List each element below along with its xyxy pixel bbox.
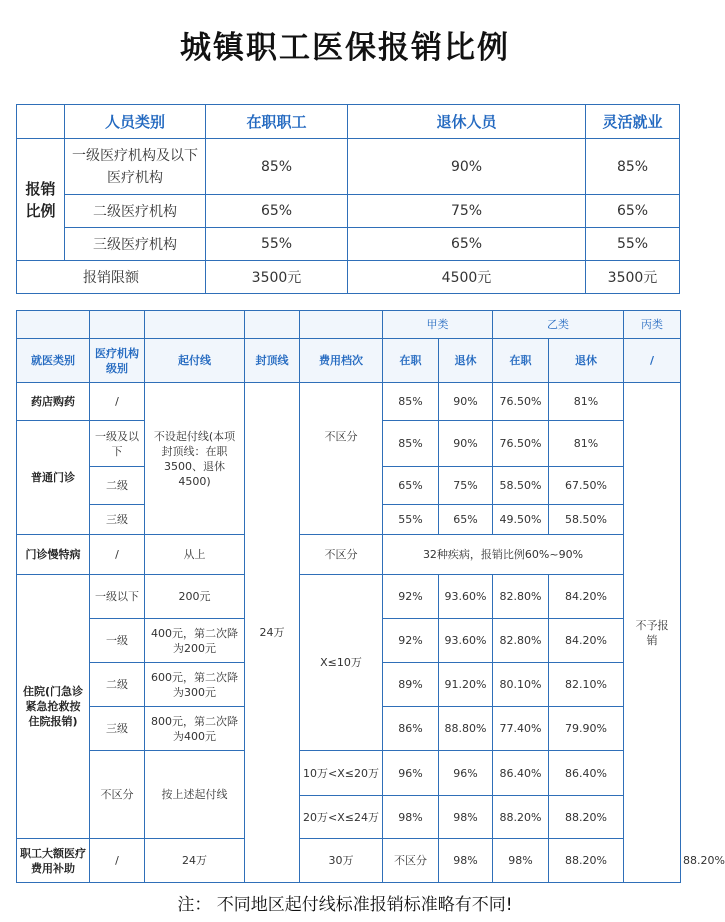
value-cell: 76.50% — [493, 421, 549, 467]
value-cell: 85% — [206, 139, 348, 195]
row-label: 二级医疗机构 — [65, 195, 206, 228]
value-cell: 55% — [383, 505, 439, 535]
medical-category-table: 甲类 乙类 丙类 就医类别 医疗机构级别 起付线 封顶线 费用档次 在职 退休 在职 退休 / 药店购药 / 不设起付线(本项封顶线：在职3500、退休4500) 24万 85% 90% 76.50% 81% 不予报销 普通门诊 一级及以下 不区分 85% 90% 76.50% 81% 二级 65% 75% 58.50% 67.50% 三级 55% 65% 49.50% 58.50% 门诊慢特病 / 从上 不区分 32种疾病，报销比例60%~90% 住院(门急诊紧急抢救按住院报销) 一级以下 200元 X≤10万 92% 93.60% 82.80% 84.20% 一级 400元，第二次降为200元 92% 93.60% 82.80% 84.20% 二级 600元，第二次降为300元 89% 91.20% 80.10% 82.10% 三级 800元，第二次降为400元 86% 88.80% 77.40% 79.90% 不区分 按上述起付线 10万<X≤20万 96% 96% 86.40% 86.40% 20万<X≤24万 98% 98% 88.20% 88.20% 职工大额医疗费用补助 / 24万 30万 不区分 98% 98% 88.20% 88.20% — [16, 310, 681, 883]
value-cell: 98% — [493, 839, 549, 883]
level-cell: / — [90, 839, 145, 883]
limit-flexible: 3500元 — [586, 261, 680, 294]
subsidy-cap: 30万 — [300, 839, 383, 883]
category-subsidy: 职工大额医疗费用补助 — [17, 839, 90, 883]
value-cell: 58.50% — [493, 467, 549, 505]
deductible-cell: 600元，第二次降为300元 — [145, 663, 245, 707]
value-cell: 65% — [348, 228, 586, 261]
header-flexible: 灵活就业 — [586, 105, 680, 139]
value-cell: 80.10% — [493, 663, 549, 707]
value-cell: 58.50% — [549, 505, 624, 535]
value-cell: 98% — [439, 839, 493, 883]
chronic-deductible: 从上 — [145, 535, 245, 575]
value-cell: 82.80% — [493, 619, 549, 663]
value-cell: 93.60% — [439, 619, 493, 663]
inpatient-tier-main: X≤10万 — [300, 575, 383, 751]
header-level: 医疗机构级别 — [90, 339, 145, 383]
value-cell: 84.20% — [549, 619, 624, 663]
category-chronic: 门诊慢特病 — [17, 535, 90, 575]
level-cell: 一级以下 — [90, 575, 145, 619]
reimbursement-ratio-table — [16, 104, 680, 294]
header-bing-slash: / — [624, 339, 681, 383]
level-cell: 二级 — [90, 467, 145, 505]
deductible-cell: 按上述起付线 — [145, 751, 245, 839]
header-yi-retired: 退休 — [549, 339, 624, 383]
value-cell: 67.50% — [549, 467, 624, 505]
level-cell: 一级及以下 — [90, 421, 145, 467]
value-cell: 85% — [586, 139, 680, 195]
header-employed: 在职职工 — [206, 105, 348, 139]
header-class-bing: 丙类 — [624, 311, 681, 339]
value-cell: 86.40% — [493, 751, 549, 796]
value-cell: 88.80% — [439, 707, 493, 751]
value-cell: 65% — [206, 195, 348, 228]
limit-employed: 3500元 — [206, 261, 348, 294]
category-outpatient: 普通门诊 — [17, 421, 90, 535]
header-jia-retired: 退休 — [439, 339, 493, 383]
corner-cell — [17, 105, 65, 139]
outpatient-deductible: 不设起付线(本项封顶线：在职3500、退休4500) — [145, 383, 245, 535]
value-cell: 65% — [383, 467, 439, 505]
value-cell: 65% — [586, 195, 680, 228]
value-cell: 96% — [383, 751, 439, 796]
value-cell: 88.20% — [493, 796, 549, 839]
header-jia-employed: 在职 — [383, 339, 439, 383]
value-cell: 55% — [206, 228, 348, 261]
value-cell: 90% — [439, 421, 493, 467]
value-cell: 75% — [439, 467, 493, 505]
header-category: 人员类别 — [65, 105, 206, 139]
value-cell: 92% — [383, 619, 439, 663]
value-cell: 85% — [383, 383, 439, 421]
level-cell: / — [90, 383, 145, 421]
chronic-note: 32种疾病，报销比例60%~90% — [383, 535, 624, 575]
value-cell: 98% — [383, 796, 439, 839]
row-label: 三级医疗机构 — [65, 228, 206, 261]
value-cell: 93.60% — [439, 575, 493, 619]
value-cell: 98% — [439, 796, 493, 839]
value-cell: 89% — [383, 663, 439, 707]
value-cell: 79.90% — [549, 707, 624, 751]
outpatient-tier: 不区分 — [300, 421, 383, 535]
header-category: 就医类别 — [17, 339, 90, 383]
level-cell: / — [90, 535, 145, 575]
value-cell: 86% — [383, 707, 439, 751]
tier-cell: 不区分 — [383, 839, 439, 883]
value-cell: 88.20% — [549, 839, 624, 883]
deductible-cell: 800元，第二次降为400元 — [145, 707, 245, 751]
value-cell: 81% — [549, 383, 624, 421]
deductible-cell: 24万 — [145, 839, 245, 883]
deductible-cell: 400元，第二次降为200元 — [145, 619, 245, 663]
value-cell: 81% — [549, 421, 624, 467]
chronic-tier: 不区分 — [300, 535, 383, 575]
bing-value: 不予报销 — [624, 383, 681, 883]
tier-cell: 10万<X≤20万 — [300, 751, 383, 796]
value-cell: 49.50% — [493, 505, 549, 535]
category-pharmacy: 药店购药 — [17, 383, 90, 421]
side-label: 报销比例 — [17, 139, 65, 261]
header-retired: 退休人员 — [348, 105, 586, 139]
value-cell: 86.40% — [549, 751, 624, 796]
value-cell: 77.40% — [493, 707, 549, 751]
level-cell: 一级 — [90, 619, 145, 663]
value-cell: 90% — [439, 383, 493, 421]
value-cell: 75% — [348, 195, 586, 228]
cap-value: 24万 — [245, 383, 300, 883]
header-yi-employed: 在职 — [493, 339, 549, 383]
value-cell: 85% — [383, 421, 439, 467]
value-cell: 82.10% — [549, 663, 624, 707]
header-class-jia: 甲类 — [383, 311, 493, 339]
level-cell: 二级 — [90, 663, 145, 707]
header-tier: 费用档次 — [300, 339, 383, 383]
value-cell: 55% — [586, 228, 680, 261]
value-cell: 96% — [439, 751, 493, 796]
level-cell: 三级 — [90, 505, 145, 535]
limit-retired: 4500元 — [348, 261, 586, 294]
value-cell: 65% — [439, 505, 493, 535]
value-cell: 84.20% — [549, 575, 624, 619]
category-inpatient: 住院(门急诊紧急抢救按住院报销) — [17, 575, 90, 839]
value-cell: 92% — [383, 575, 439, 619]
value-cell: 90% — [348, 139, 586, 195]
page-title: 城镇职工医保报销比例 — [180, 30, 510, 66]
footnote: 注： 不同地区起付线标准报销标准略有不同! — [177, 895, 513, 915]
header-class-yi: 乙类 — [493, 311, 624, 339]
value-cell: 91.20% — [439, 663, 493, 707]
value-cell: 76.50% — [493, 383, 549, 421]
deductible-cell: 200元 — [145, 575, 245, 619]
limit-label: 报销限额 — [17, 261, 206, 294]
row-label: 一级医疗机构及以下医疗机构 — [65, 139, 206, 195]
header-deductible: 起付线 — [145, 339, 245, 383]
value-cell: 88.20% — [549, 796, 624, 839]
level-cell: 三级 — [90, 707, 145, 751]
level-cell: 不区分 — [90, 751, 145, 839]
value-cell: 82.80% — [493, 575, 549, 619]
tier-cell: 20万<X≤24万 — [300, 796, 383, 839]
header-cap: 封顶线 — [245, 339, 300, 383]
